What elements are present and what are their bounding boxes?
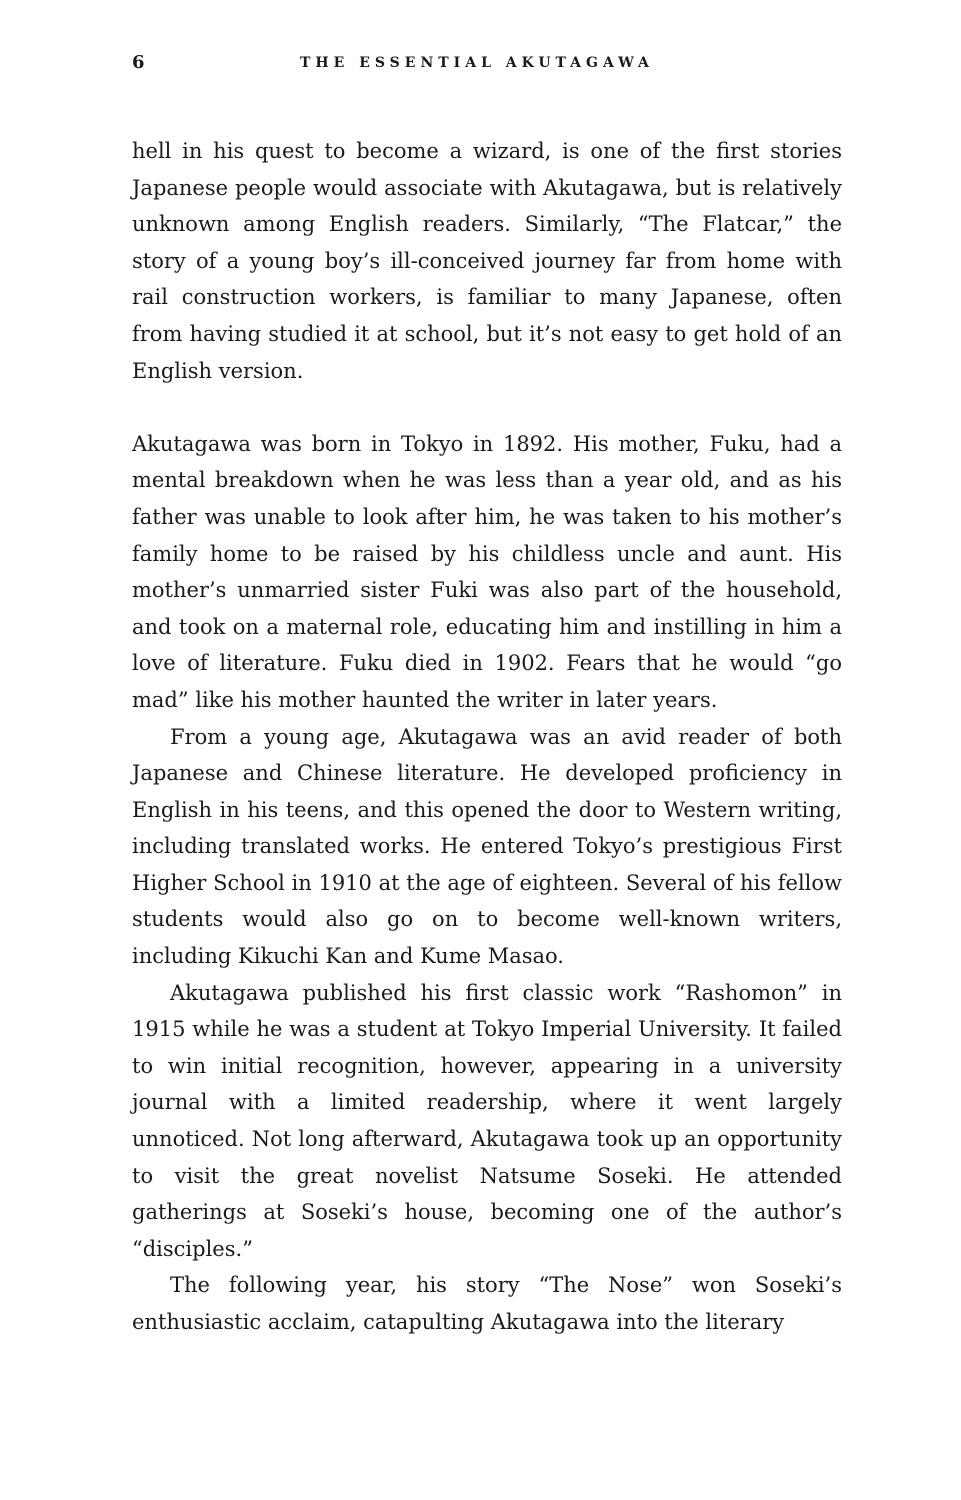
page-number: 6 — [132, 52, 145, 73]
book-title: THE ESSENTIAL AKUTAGAWA — [300, 55, 654, 71]
paragraph: The following year, his story “The Nose” won Soseki’s enthusiastic acclaim, catapulting Akutagawa into the literary — [132, 1273, 842, 1334]
body-text — [132, 133, 842, 1341]
paragraph-section-start: Akutagawa was born in Tokyo in 1892. His mother, Fuku, had a mental breakdown when he was less than a year old, and as his father was unable to look after him, he was taken to his mother’s family home to be raised by his childless uncle and aunt. His mother’s unmarried sister Fuki was also part of the household, and took on a maternal role, educating him and instilling in him a love of literature. Fuku died in 1902. Fears that he would “go mad” like his mother haunted the writer in later years. — [132, 431, 842, 712]
paragraph: Akutagawa published his first classic work “Rashomon” in 1915 while he was a student at Tokyo Imperial University. It failed to win initial recognition, however, appearing in a university journal with a limited readership, where it went largely unnoticed. Not long afterward, Akutagawa took up an opportunity to visit the great novelist Natsume Soseki. He attended gatherings at Soseki’s house, becoming one of the author’s “disciples.” — [132, 980, 842, 1261]
paragraph-continued: hell in his quest to become a wizard, is one of the first stories Japanese people would associate with Akutagawa, but is relatively unknown among English readers. Similarly, “The Flatcar,” the story of a young boy’s ill-conceived journey far from home with rail construction workers, is familiar to many Japanese, often from having studied it at school, but it’s not easy to get hold of an English version. — [132, 139, 842, 383]
paragraph: From a young age, Akutagawa was an avid reader of both Japanese and Chinese literature. He developed proficiency in English in his teens, and this opened the door to Western writing, including translated works. He entered Tokyo’s prestigious First Higher School in 1910 at the age of eighteen. Several of his fellow students would also go on to become well-known writers, including Kikuchi Kan and Kume Masao. — [132, 724, 842, 969]
running-head — [132, 52, 842, 76]
